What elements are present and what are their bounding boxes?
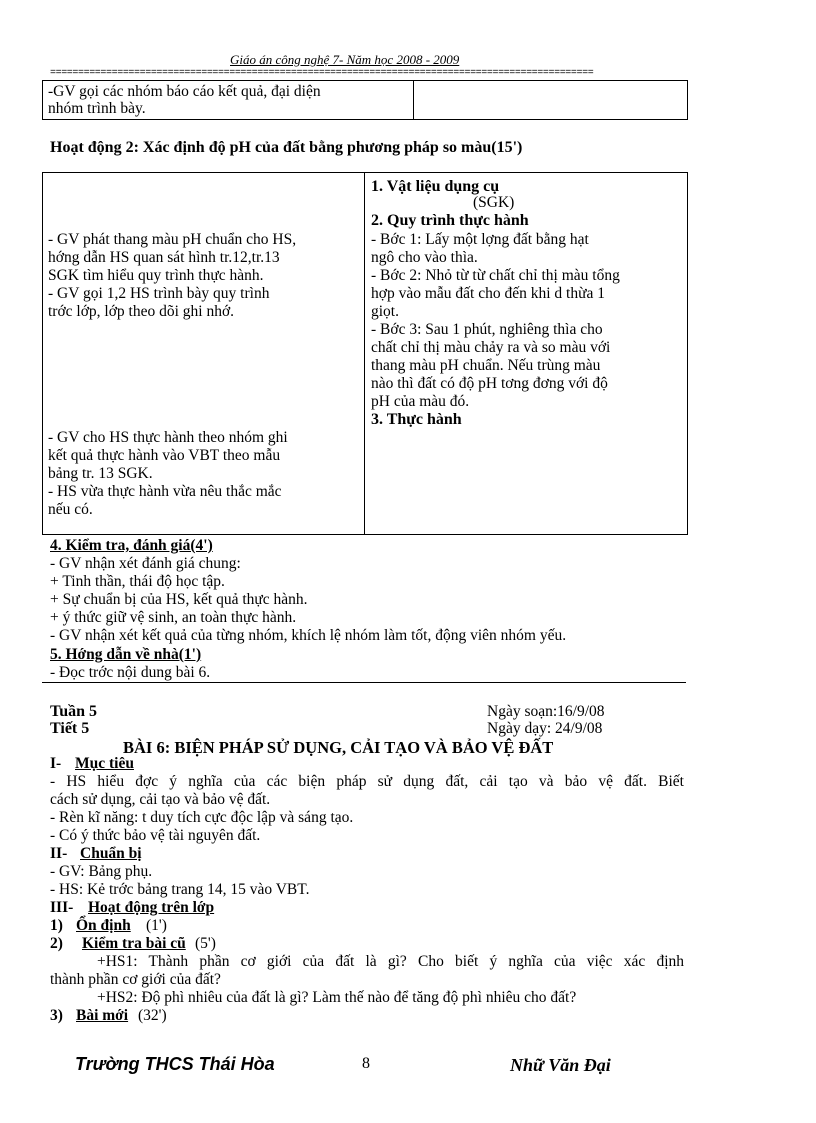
top-table-divider	[413, 81, 414, 119]
top-table	[42, 80, 688, 120]
procedure-line: thang màu pH chuẩn. Nếu trùng màu	[371, 357, 601, 374]
left-b-line: - HS vừa thực hành vừa nêu thắc mắc	[48, 483, 282, 500]
main-table	[42, 172, 688, 535]
item2-time: (5')	[195, 935, 216, 952]
procedure-line: pH của màu đó.	[371, 393, 470, 410]
left-b-line: - GV cho HS thực hành theo nhóm ghi	[48, 429, 288, 446]
section4-line: + ý thức giữ vệ sinh, an toàn thực hành.	[50, 609, 297, 626]
procedure-line: chất chỉ thị màu chảy ra và so màu với	[371, 339, 611, 356]
footer-school: Trường THCS Thái Hòa	[75, 1054, 275, 1074]
item3-number: 3)	[50, 1007, 63, 1024]
right-heading-practice: 3. Thực hành	[371, 411, 462, 428]
part1-line4: - Có ý thức bảo vệ tài nguyên đất.	[50, 827, 261, 844]
left-a-line: trớc lớp, lớp theo dõi ghi nhớ.	[48, 303, 235, 320]
procedure-line: - Bớc 1: Lấy một lợng đất bằng hạt	[371, 231, 589, 248]
section4-heading: 4. Kiểm tra, đánh giá(4')	[50, 537, 213, 554]
procedure-line: - Bớc 3: Sau 1 phút, nghiêng thìa cho	[371, 321, 603, 338]
footer-author: Nhữ Văn Đại	[510, 1055, 611, 1075]
right-procedure-lines	[371, 231, 620, 411]
quiz-q1-line2: thành phần cơ giới của đất?	[50, 971, 221, 988]
section5-heading: 5. Hớng dẫn về nhà(1')	[50, 646, 202, 663]
part2-line2: - HS: Kẻ trớc bảng trang 14, 15 vào VBT.	[50, 881, 310, 898]
left-b-line: nếu có.	[48, 501, 93, 518]
item2-heading: Kiểm tra bài cũ	[82, 935, 186, 952]
section5-line: - Đọc trớc nội dung bài 6.	[50, 664, 211, 681]
top-table-left-line1: -GV gọi các nhóm báo cáo kết quả, đại diện	[48, 83, 321, 100]
part3-heading: Hoạt động trên lớp	[88, 899, 215, 916]
top-table-left-line2: nhóm trình bày.	[48, 100, 146, 117]
right-heading-procedure: 2. Quy trình thực hành	[371, 212, 529, 229]
main-table-divider	[364, 173, 365, 534]
part2-label: II-	[50, 845, 68, 862]
section-divider	[42, 682, 686, 683]
lesson-title: BÀI 6: BIỆN PHÁP SỬ DỤNG, CẢI TẠO VÀ BẢO VỆ ĐẤT	[123, 738, 554, 757]
part1-heading: Mục tiêu	[75, 755, 134, 772]
part3-label: III-	[50, 899, 74, 916]
part1-label: I-	[50, 755, 62, 772]
procedure-line: ngô cho vào thìa.	[371, 249, 478, 266]
item2-number: 2)	[50, 935, 63, 952]
left-a-line: SGK tìm hiểu quy trình thực hành.	[48, 267, 264, 284]
procedure-line: giọt.	[371, 303, 399, 320]
lesson-week: Tuần 5	[50, 703, 97, 720]
section4-line: - GV nhận xét đánh giá chung:	[50, 555, 241, 572]
left-column-part-a	[48, 231, 296, 321]
quiz-q2: +HS2: Độ phì nhiêu của đất là gì? Làm thế nào để tăng độ phì nhiêu cho đất?	[97, 989, 577, 1006]
item3-heading: Bài mới	[76, 1007, 129, 1024]
left-b-line: kết quả thực hành vào VBT theo mẫu	[48, 447, 281, 464]
header-separator: =================================================================================================	[50, 68, 594, 79]
right-sgk-note: (SGK)	[473, 194, 515, 211]
item3-time: (32')	[138, 1007, 167, 1024]
lesson-date-teach: Ngày dạy: 24/9/08	[487, 720, 603, 737]
item1-number: 1)	[50, 917, 63, 934]
footer-page-number: 8	[362, 1055, 370, 1072]
procedure-line: nào thì đất có độ pH tơng đơng với độ	[371, 375, 608, 392]
item1-time: (1')	[146, 917, 167, 934]
item1-heading: Ổn định	[76, 917, 131, 934]
part1-line2: cách sử dụng, cải tạo và bảo vệ đất.	[50, 791, 271, 808]
part1-line3: - Rèn kĩ năng: t duy tích cực độc lập và sáng tạo.	[50, 809, 354, 826]
procedure-line: hợp vào mẫu đất cho đến khi d thừa 1	[371, 285, 605, 302]
part1-line1: - HS hiểu đợc ý nghĩa của các biện pháp sử dụng đất, cải tạo và bảo vệ đất. Biết	[50, 773, 684, 790]
lesson-date-prep: Ngày soạn:16/9/08	[487, 703, 605, 720]
procedure-line: - Bớc 2: Nhỏ từ từ chất chỉ thị màu tổng	[371, 267, 620, 284]
section4-line: - GV nhận xét kết quả của từng nhóm, khích lệ nhóm làm tốt, động viên nhóm yếu.	[50, 627, 567, 644]
section4-line: + Sự chuẩn bị của HS, kết quả thực hành.	[50, 591, 308, 608]
lesson-period: Tiết 5	[50, 720, 90, 737]
page-header-title: Giáo án công nghệ 7- Năm học 2008 - 2009	[230, 52, 460, 67]
part2-line1: - GV: Bảng phụ.	[50, 863, 153, 880]
left-b-line: bảng tr. 13 SGK.	[48, 465, 153, 482]
left-a-line: - GV gọi 1,2 HS trình bày quy trình	[48, 285, 270, 302]
left-a-line: hớng dẫn HS quan sát hình tr.12,tr.13	[48, 249, 280, 266]
quiz-q1-line1: +HS1: Thành phần cơ giới của đất là gì? Cho biết ý nghĩa của việc xác định	[97, 953, 684, 970]
left-a-line: - GV phát thang màu pH chuẩn cho HS,	[48, 231, 297, 248]
left-column-part-b	[48, 429, 288, 519]
part2-heading: Chuẩn bị	[80, 845, 142, 862]
activity2-heading: Hoạt động 2: Xác định độ pH của đất bằng phương pháp so màu(15')	[50, 139, 523, 156]
section4-line: + Tinh thần, thái độ học tập.	[50, 573, 225, 590]
section4-lines	[50, 555, 566, 645]
right-heading-materials: 1. Vật liệu dụng cụ	[371, 178, 500, 195]
